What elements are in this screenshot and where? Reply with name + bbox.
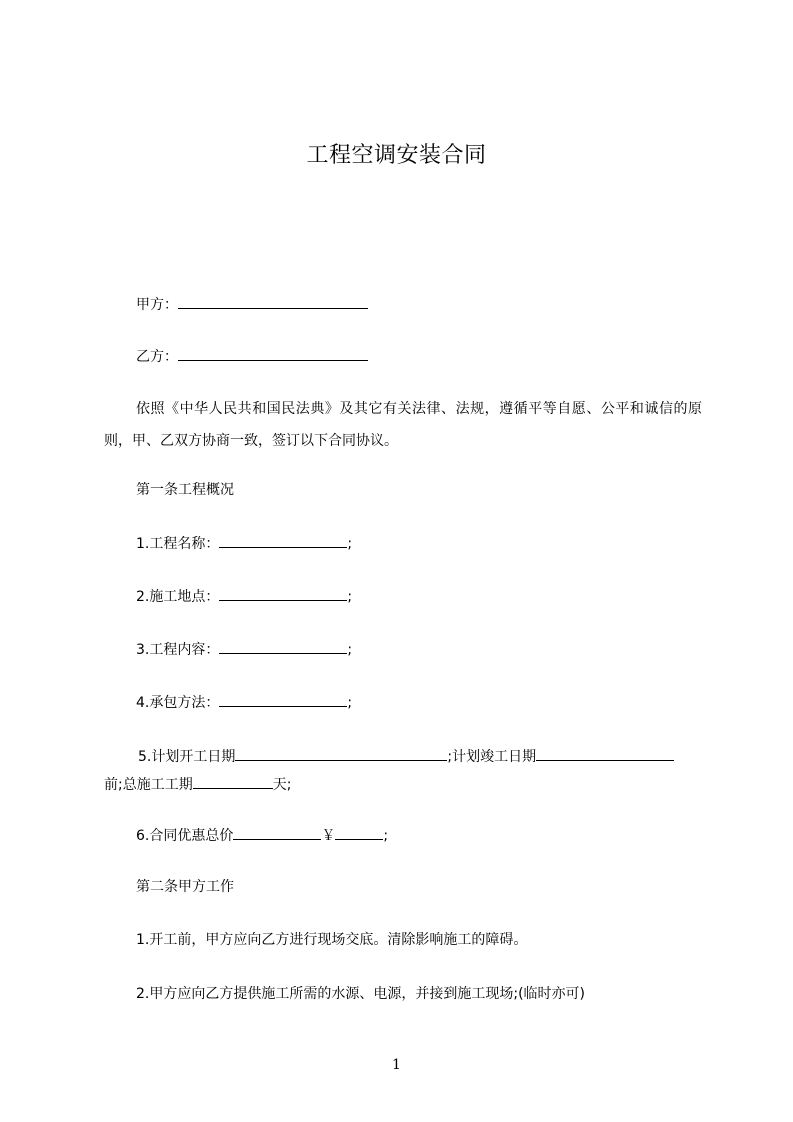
total-price-blank <box>233 824 321 840</box>
preamble-paragraph: 依照《中华人民共和国民法典》及其它有关法律、法规，遵循平等自愿、公平和诚信的原则，甲、乙双方协商一致，签订以下合同协议。 <box>104 401 702 449</box>
article1-item4 <box>136 691 352 713</box>
days-suffix: 天; <box>272 777 292 793</box>
item-suffix: ; <box>347 536 353 552</box>
total-duration-blank <box>193 773 273 789</box>
article1-item5-line2 <box>104 773 291 795</box>
document-title: 工程空调安装合同 <box>306 143 487 168</box>
contract-method-blank <box>219 691 347 707</box>
planned-start-blank <box>235 745 447 761</box>
item-suffix: ; <box>347 589 353 605</box>
party-a-blank <box>178 293 368 309</box>
article2-item2: 2.甲方应向乙方提供施工所需的水源、电源，并接到施工现场;(临时亦可) <box>136 986 585 1002</box>
party-a-label: 甲方： <box>136 297 178 313</box>
page-number: 1 <box>392 1057 401 1073</box>
article1-item3 <box>136 638 352 660</box>
article1-item1 <box>136 532 352 554</box>
project-content-blank <box>219 638 347 654</box>
article2-item1: 1.开工前，甲方应向乙方进行现场交底。清除影响施工的障碍。 <box>136 932 528 948</box>
article1-heading: 第一条工程概况 <box>136 482 234 498</box>
article2-heading: 第二条甲方工作 <box>136 879 234 895</box>
article1-item5-line1 <box>138 745 674 767</box>
item-suffix: ; <box>347 642 353 658</box>
project-content-label: 3.工程内容： <box>136 642 220 658</box>
party-b-label: 乙方： <box>136 349 178 365</box>
yen-sign: ￥ <box>321 828 336 844</box>
planned-start-label: 5.计划开工日期 <box>138 749 236 765</box>
contract-method-label: 4.承包方法： <box>136 695 220 711</box>
yen-amount-blank <box>335 824 383 840</box>
article1-item2 <box>136 585 352 607</box>
party-a-line <box>136 293 368 315</box>
project-name-label: 1.工程名称： <box>136 536 220 552</box>
party-b-line <box>136 345 368 367</box>
site-location-blank <box>219 585 347 601</box>
party-b-blank <box>178 345 368 361</box>
total-duration-label: 前;总施工工期 <box>104 777 193 793</box>
item-suffix: ; <box>383 828 389 844</box>
planned-end-blank <box>536 745 674 761</box>
total-price-label: 6.合同优惠总价 <box>136 828 234 844</box>
item-suffix: ; <box>347 695 353 711</box>
project-name-blank <box>219 532 347 548</box>
article1-item6 <box>136 824 388 846</box>
planned-end-label: ;计划竣工日期 <box>447 749 537 765</box>
site-location-label: 2.施工地点： <box>136 589 220 605</box>
